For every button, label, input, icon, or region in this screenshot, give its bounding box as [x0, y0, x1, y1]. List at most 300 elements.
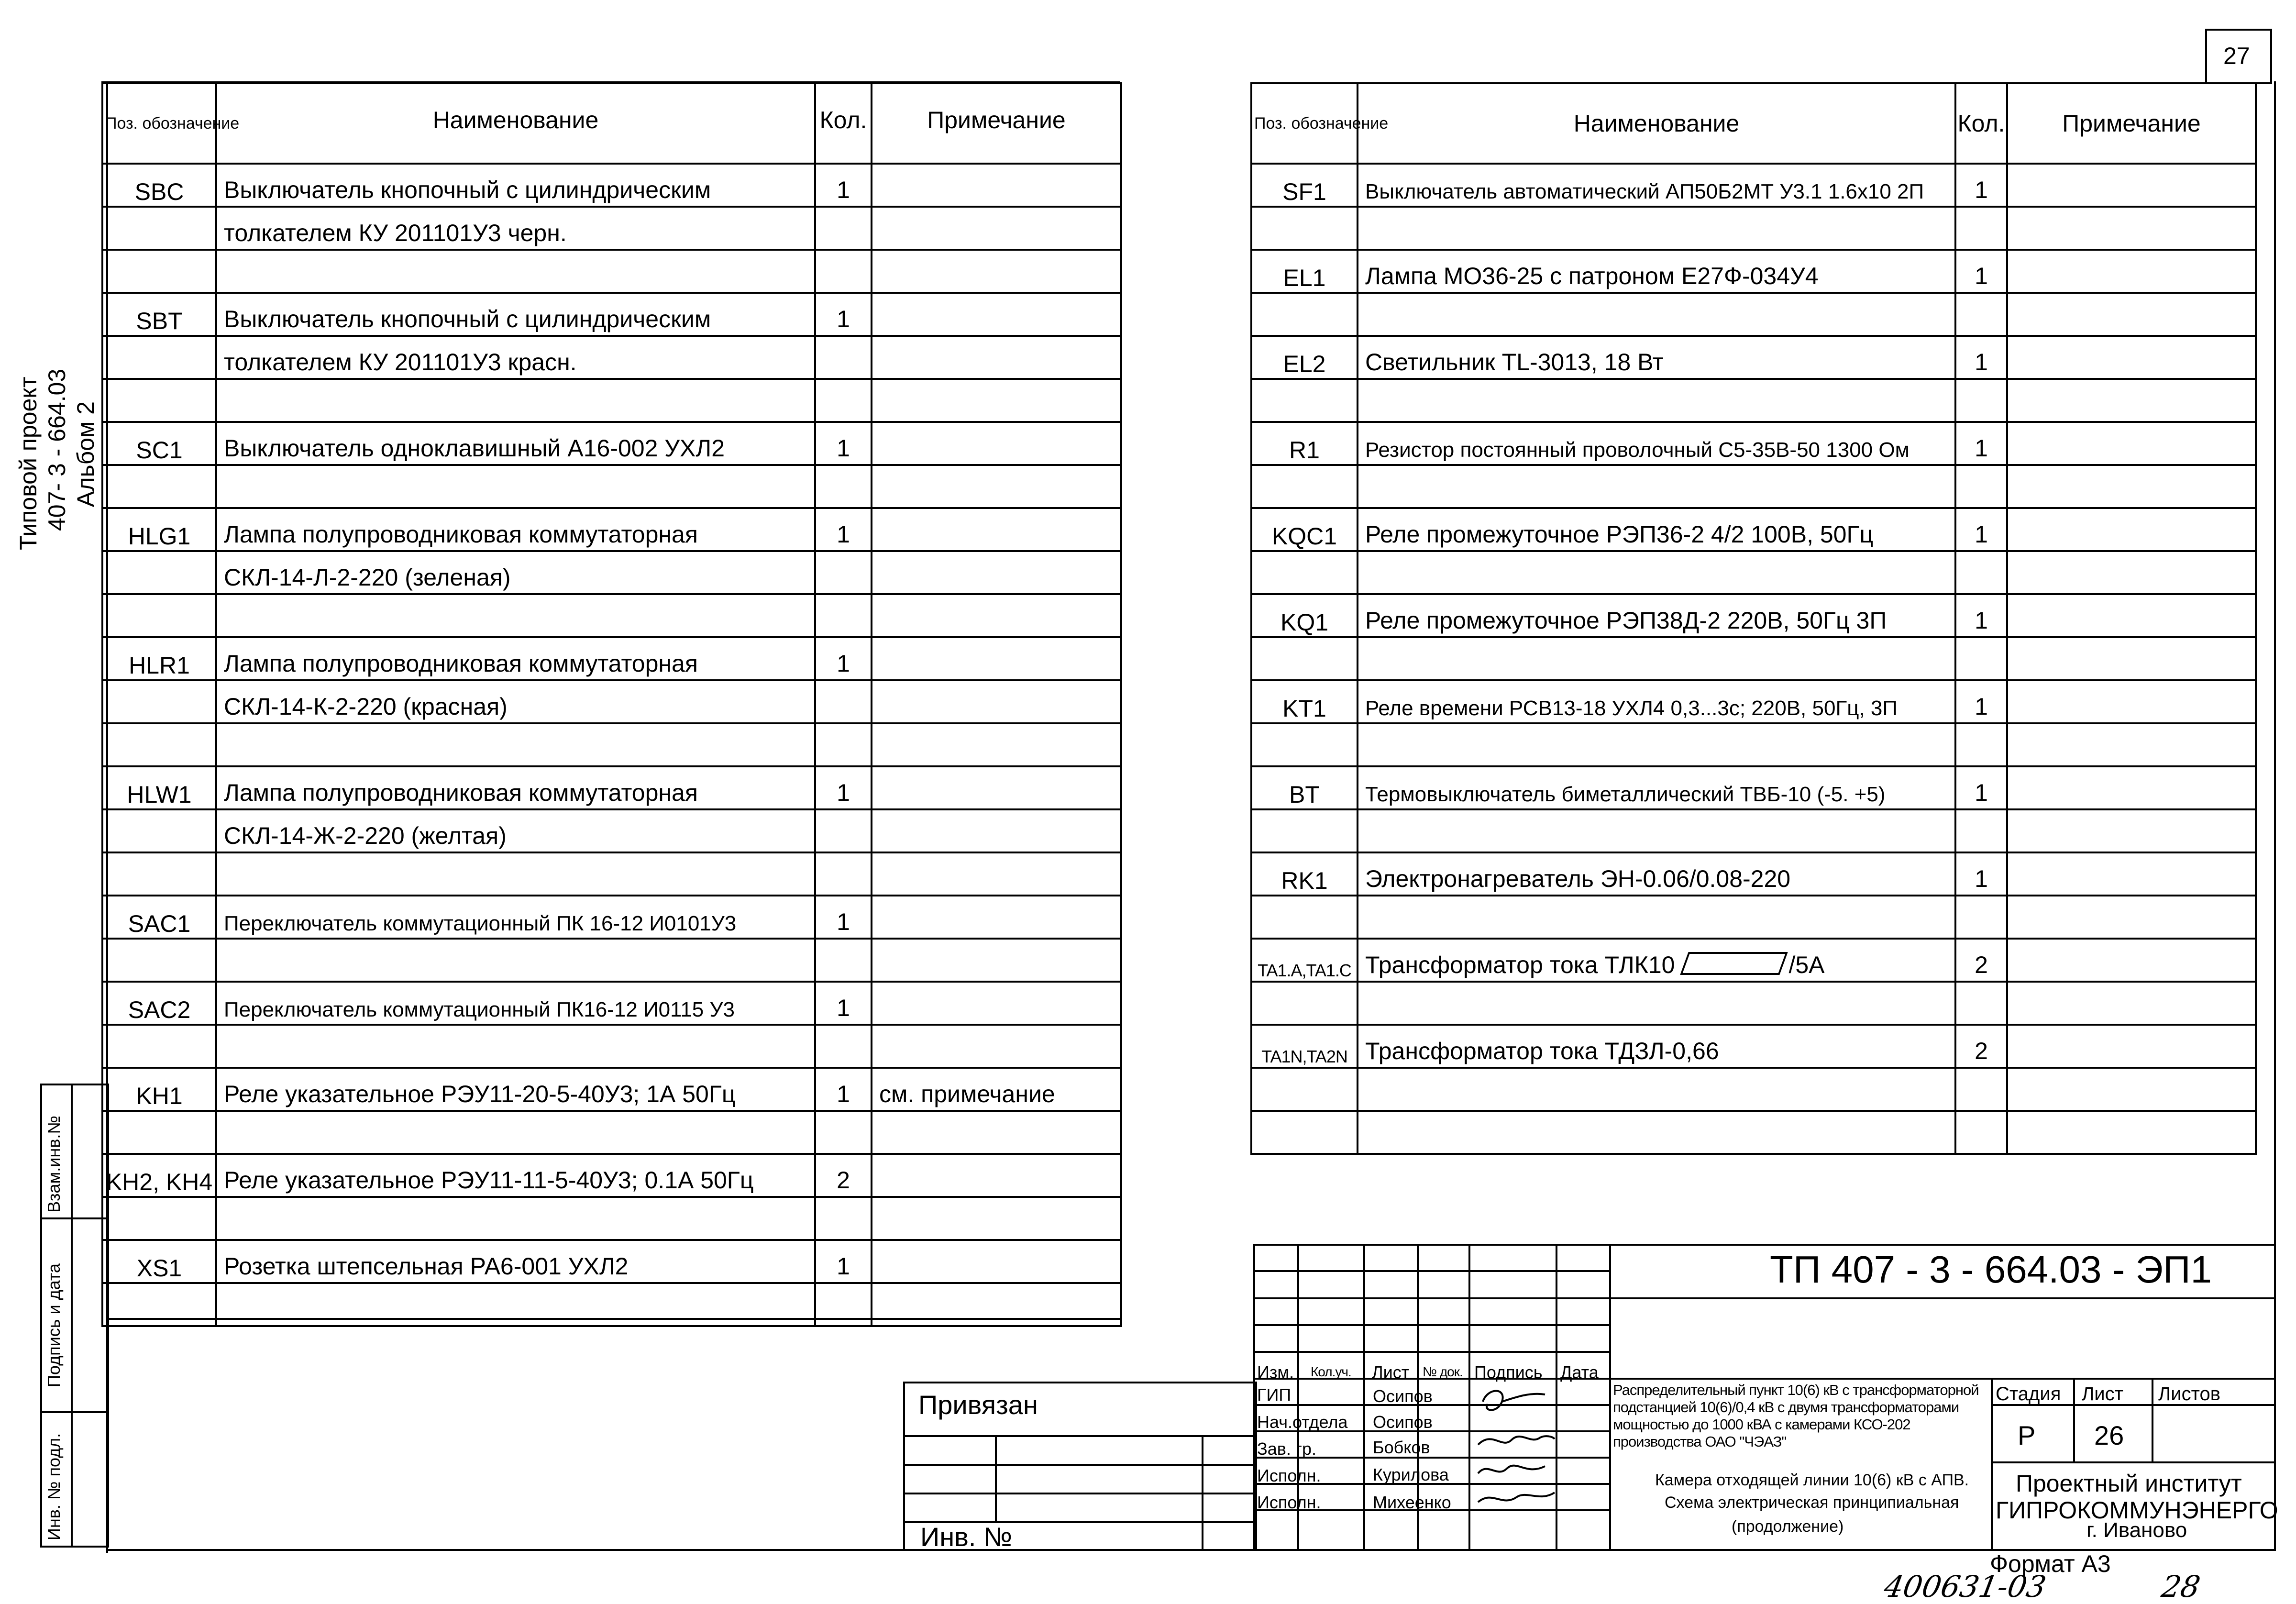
side-label-line3: Альбом 2 [72, 401, 99, 507]
sheet-desc-2: Схема электрическая принципиальная [1665, 1493, 1959, 1512]
right-row [1251, 637, 2256, 680]
left-cell-name [216, 637, 815, 680]
left-cell-name [216, 1240, 815, 1283]
right-cell-note [2007, 723, 2256, 766]
right-cell-pos: KT1 [1251, 680, 1358, 723]
left-cell-qty: 1 [815, 982, 872, 1025]
right-item-name: Электронагреватель ЭН-0.06/0.08-220 [1365, 865, 1791, 892]
right-cell-note [2007, 766, 2256, 809]
right-cell-name [1358, 723, 1955, 766]
right-cell-qty [1955, 723, 2007, 766]
left-cell-note [872, 809, 1121, 852]
tb-h-list: Лист [1372, 1362, 1410, 1382]
right-item-name: Выключатель автоматический АП50Б2МТ У3.1 1.6х10 2П [1365, 180, 1924, 203]
left-item-name: СКЛ-14-Ж-2-220 (желтая) [224, 822, 507, 849]
right-cell-qty: 1 [1955, 336, 2007, 379]
left-cell-pos: HLG1 [102, 508, 216, 551]
right-cell-pos: EL2 [1251, 336, 1358, 379]
right-cell-pos [1251, 293, 1358, 336]
right-item-name: Реле промежуточное РЭП38Д-2 220В, 50Гц 3П [1365, 607, 1887, 634]
stage-value: Р [2018, 1420, 2036, 1450]
left-cell-name [216, 207, 815, 250]
right-cell-name [1358, 982, 1955, 1025]
tb-role-1: Нач.отдела [1257, 1412, 1348, 1432]
right-row [1251, 336, 2256, 379]
right-cell-note [2007, 465, 2256, 508]
right-cell-pos [1251, 207, 1358, 250]
privyazan-col-2 [1202, 1435, 1203, 1551]
left-table-bottom-rule [106, 1318, 1120, 1320]
right-cell-qty [1955, 465, 2007, 508]
stage-label: Стадия [1996, 1383, 2061, 1405]
right-cell-name [1358, 551, 1955, 594]
right-item-name: Реле промежуточное РЭП36-2 4/2 100В, 50Гц [1365, 521, 1874, 548]
left-cell-pos [102, 680, 216, 723]
right-item-name: Светильник TL-3013, 18 Вт [1365, 349, 1664, 376]
right-cell-name [1358, 465, 1955, 508]
right-cell-pos: TA1.A,TA1.C [1251, 939, 1358, 982]
right-cell-name [1358, 1068, 1955, 1111]
left-cell-name [216, 465, 815, 508]
left-cell-pos [102, 1111, 216, 1154]
right-cell-name [1358, 766, 1955, 809]
org-line1: Проектный институт [2016, 1470, 2242, 1497]
left-cell-qty: 1 [815, 422, 872, 465]
right-cell-name [1358, 1025, 1955, 1068]
left-item-name: Переключатель коммутационный ПК 16-12 И0101У3 [224, 912, 737, 935]
tb-name-0: Осипов [1373, 1386, 1433, 1406]
sheet-number: 27 [2223, 43, 2250, 69]
left-cell-pos [102, 336, 216, 379]
sheet-value: 26 [2094, 1420, 2124, 1450]
left-cell-pos [102, 594, 216, 637]
right-cell-pos: EL1 [1251, 250, 1358, 293]
left-cell-qty: 1 [815, 293, 872, 336]
left-cell-name [216, 1111, 815, 1154]
right-cell-note [2007, 336, 2256, 379]
right-cell-name [1358, 896, 1955, 939]
left-cell-note [872, 1240, 1121, 1283]
right-cell-name [1358, 939, 1955, 982]
left-cell-pos [102, 939, 216, 982]
right-cell-name [1358, 1111, 1955, 1154]
left-cell-note [872, 852, 1121, 896]
left-cell-name [216, 1068, 815, 1111]
left-row [102, 250, 1121, 293]
left-cell-pos [102, 207, 216, 250]
left-item-name: Выключатель кнопочный с цилиндрическим [224, 177, 711, 203]
strip-podpis: Подпись и дата [44, 1263, 64, 1387]
left-cell-name [216, 1154, 815, 1197]
right-cell-qty: 1 [1955, 680, 2007, 723]
org-line3: г. Иваново [2086, 1518, 2187, 1542]
left-row [102, 336, 1121, 379]
left-cell-note [872, 379, 1121, 422]
left-item-name: Выключатель одноклавишный А16-002 УХЛ2 [224, 435, 725, 462]
left-cell-note [872, 1025, 1121, 1068]
left-row [102, 680, 1121, 723]
tb-rule-code2 [1609, 1378, 2276, 1380]
left-cell-note [872, 766, 1121, 809]
right-cell-pos [1251, 982, 1358, 1025]
sheet-desc-1: Камера отходящей линии 10(6) кВ с АПВ. [1655, 1471, 1969, 1489]
org-line2: ГИПРОКОММУНЭНЕРГО [1996, 1497, 2278, 1524]
right-cell-name [1358, 508, 1955, 551]
right-item-name: Резистор постоянный проволочный С5-35В-50 1300 Ом [1365, 438, 1910, 462]
left-cell-note [872, 508, 1121, 551]
left-cell-note [872, 1154, 1121, 1197]
right-cell-qty: 2 [1955, 1025, 2007, 1068]
left-cell-note [872, 164, 1121, 207]
inv-no-label: Инв. № [920, 1522, 1013, 1552]
right-row [1251, 207, 2256, 250]
right-cell-pos [1251, 465, 1358, 508]
right-row [1251, 293, 2256, 336]
tb-h-podpis: Подпись [1474, 1362, 1543, 1382]
left-item-name: Лампа полупроводниковая коммутаторная [224, 650, 698, 677]
left-cell-name [216, 508, 815, 551]
right-item-name: Трансформатор тока ТДЗЛ-0,66 [1365, 1038, 1719, 1064]
tb-role-4: Исполн. [1257, 1493, 1321, 1512]
tb-name-1: Осипов [1373, 1412, 1433, 1432]
left-item-name: СКЛ-14-К-2-220 (красная) [224, 693, 508, 720]
left-item-name: Розетка штепсельная РА6-001 УХЛ2 [224, 1253, 629, 1280]
left-cell-note [872, 207, 1121, 250]
left-cell-pos [102, 551, 216, 594]
right-cell-pos: RK1 [1251, 852, 1358, 896]
left-cell-name [216, 551, 815, 594]
right-cell-pos: TA1N,TA2N [1251, 1025, 1358, 1068]
right-cell-name [1358, 293, 1955, 336]
right-cell-pos: SF1 [1251, 164, 1358, 207]
right-cell-name [1358, 250, 1955, 293]
right-cell-qty: 1 [1955, 766, 2007, 809]
left-row [102, 164, 1121, 207]
sheet-label: Лист [2082, 1383, 2123, 1405]
left-cell-qty: 1 [815, 766, 872, 809]
left-item-name: Лампа полупроводниковая коммутаторная [224, 779, 698, 806]
right-cell-name [1358, 336, 1955, 379]
right-cell-pos [1251, 551, 1358, 594]
left-cell-note [872, 551, 1121, 594]
right-cell-qty: 1 [1955, 852, 2007, 896]
right-cell-note [2007, 551, 2256, 594]
tb-name-4: Михеенко [1373, 1493, 1451, 1512]
left-cell-name [216, 250, 815, 293]
left-row [102, 207, 1121, 250]
right-cell-note [2007, 852, 2256, 896]
tb-stage-v1 [2073, 1378, 2075, 1461]
right-header-pos: Поз. обозначение [1251, 83, 1358, 164]
right-cell-qty [1955, 896, 2007, 939]
right-cell-name [1358, 164, 1955, 207]
right-cell-name [1358, 809, 1955, 852]
left-cell-qty [815, 465, 872, 508]
left-cell-qty [815, 207, 872, 250]
right-cell-name [1358, 637, 1955, 680]
left-cell-qty: 1 [815, 1240, 872, 1283]
right-cell-qty [1955, 1111, 2007, 1154]
left-header-name: Наименование [216, 83, 815, 164]
left-cell-pos: HLR1 [102, 637, 216, 680]
signature-scribbles [1473, 1383, 1559, 1526]
left-cell-pos [102, 723, 216, 766]
right-cell-name [1358, 852, 1955, 896]
tb-h-ndok: № док. [1423, 1364, 1463, 1379]
left-cell-qty: 1 [815, 896, 872, 939]
tb-role-3: Исполн. [1257, 1466, 1321, 1485]
left-cell-pos: SAC1 [102, 896, 216, 939]
right-cell-note [2007, 809, 2256, 852]
right-cell-qty [1955, 551, 2007, 594]
left-cell-name [216, 939, 815, 982]
left-cell-note [872, 680, 1121, 723]
left-cell-note [872, 982, 1121, 1025]
right-cell-qty [1955, 982, 2007, 1025]
left-cell-pos: SAC2 [102, 982, 216, 1025]
left-cell-note [872, 896, 1121, 939]
right-row [1251, 1111, 2256, 1154]
left-row [102, 379, 1121, 422]
strip-vzam: Взам.инв.№ [44, 1115, 64, 1213]
left-cell-pos: XS1 [102, 1240, 216, 1283]
left-cell-note [872, 1197, 1121, 1240]
left-cell-note [872, 422, 1121, 465]
right-cell-note [2007, 250, 2256, 293]
format-label: Формат А3 [1990, 1550, 2111, 1577]
tb-h-kolch: Кол.уч. [1311, 1364, 1351, 1379]
left-cell-qty [815, 939, 872, 982]
side-label-line2: 407- 3 - 664.03 [44, 368, 70, 531]
right-cell-pos [1251, 809, 1358, 852]
tb-col-2 [1363, 1244, 1365, 1551]
left-item-name: толкателем КУ 201101У3 красн. [224, 349, 577, 376]
right-cell-pos [1251, 1068, 1358, 1111]
left-cell-pos: KH2, KH4 [102, 1154, 216, 1197]
right-cell-pos: KQ1 [1251, 594, 1358, 637]
right-cell-name [1358, 379, 1955, 422]
right-cell-qty: 1 [1955, 594, 2007, 637]
left-item-name: Выключатель кнопочный с цилиндрическим [224, 306, 711, 332]
right-row [1251, 896, 2256, 939]
left-cell-name [216, 896, 815, 939]
left-strip-row1 [40, 1217, 109, 1219]
left-row [102, 465, 1121, 508]
left-header-note: Примечание [872, 83, 1121, 164]
left-row [102, 1154, 1121, 1197]
left-cell-name [216, 164, 815, 207]
left-cell-name [216, 1025, 815, 1068]
right-cell-note [2007, 1111, 2256, 1154]
left-row [102, 1197, 1121, 1240]
left-cell-name [216, 336, 815, 379]
right-cell-pos [1251, 896, 1358, 939]
left-cell-name [216, 852, 815, 896]
right-cell-note [2007, 379, 2256, 422]
side-label-line1: Типовой проект [15, 376, 42, 550]
right-cell-note [2007, 939, 2256, 982]
left-cell-qty [815, 594, 872, 637]
left-cell-qty [815, 551, 872, 594]
left-cell-pos: KH1 [102, 1068, 216, 1111]
left-cell-pos [102, 1197, 216, 1240]
left-cell-qty [815, 680, 872, 723]
tb-role-2: Зав. гр. [1257, 1439, 1317, 1459]
right-row [1251, 508, 2256, 551]
privyazan-rule-3 [903, 1493, 1257, 1494]
tb-name-3: Курилова [1373, 1465, 1449, 1484]
left-cell-name [216, 723, 815, 766]
right-item-name: Лампа МО36-25 с патроном Е27Ф-034У4 [1365, 263, 1819, 289]
tb-stage-rule2 [1991, 1461, 2276, 1463]
right-cell-pos [1251, 1111, 1358, 1154]
left-cell-pos [102, 250, 216, 293]
right-row [1251, 982, 2256, 1025]
left-row [102, 809, 1121, 852]
right-row [1251, 680, 2256, 723]
left-cell-note [872, 594, 1121, 637]
right-item-name: Реле времени РСВ13-18 УХЛ4 0,3...3с; 220В, 50Гц, 3П [1365, 697, 1898, 720]
left-cell-pos: SC1 [102, 422, 216, 465]
left-cell-note [872, 1111, 1121, 1154]
right-cell-note [2007, 508, 2256, 551]
right-row [1251, 594, 2256, 637]
right-cell-qty [1955, 379, 2007, 422]
right-cell-pos: R1 [1251, 422, 1358, 465]
privyazan-col-1 [995, 1435, 997, 1521]
tb-stage-v2 [2152, 1378, 2153, 1461]
right-cell-note [2007, 1025, 2256, 1068]
left-item-name: Переключатель коммутационный ПК16-12 И0115 У3 [224, 998, 735, 1021]
left-cell-note [872, 637, 1121, 680]
left-cell-pos [102, 379, 216, 422]
left-row [102, 637, 1121, 680]
left-cell-note [872, 336, 1121, 379]
right-row [1251, 723, 2256, 766]
left-cell-qty [815, 809, 872, 852]
left-row [102, 1025, 1121, 1068]
project-desc: Распределительный пункт 10(6) кВ с трансформаторной подстанцией 10(6)/0,4 кВ с двумя трансформаторами мощностью до 1000 кВА с камерами КСО-202 производства ОАО "ЧЭАЗ" [1613, 1382, 1979, 1450]
right-row [1251, 852, 2256, 896]
privyazan-rule-2 [903, 1464, 1257, 1466]
right-row [1251, 465, 2256, 508]
left-row [102, 852, 1121, 896]
right-row [1251, 551, 2256, 594]
left-row [102, 422, 1121, 465]
left-row [102, 293, 1121, 336]
right-row [1251, 250, 2256, 293]
right-cell-pos: KQC1 [1251, 508, 1358, 551]
left-cell-qty [815, 1111, 872, 1154]
left-cell-qty [815, 1025, 872, 1068]
left-row [102, 723, 1121, 766]
left-cell-name [216, 422, 815, 465]
left-cell-name [216, 293, 815, 336]
right-row [1251, 809, 2256, 852]
right-cell-note [2007, 422, 2256, 465]
right-cell-pos [1251, 379, 1358, 422]
handwritten-number: 400631-03 [1881, 1569, 2049, 1604]
left-strip-divider [71, 1084, 73, 1548]
right-row [1251, 1025, 2256, 1068]
left-cell-qty [815, 1197, 872, 1240]
left-cell-name [216, 1197, 815, 1240]
sheet-desc-3: (продолжение) [1732, 1517, 1844, 1536]
left-cell-pos [102, 465, 216, 508]
right-cell-qty: 2 [1955, 939, 2007, 982]
left-cell-note [872, 723, 1121, 766]
left-cell-qty [815, 723, 872, 766]
left-cell-name [216, 766, 815, 809]
left-cell-qty: 1 [815, 637, 872, 680]
right-item-name: Термовыключатель биметаллический ТВБ-10 (-5. +5) [1365, 783, 1886, 806]
left-cell-name [216, 680, 815, 723]
left-cell-pos: HLW1 [102, 766, 216, 809]
right-header-qty: Кол. [1955, 83, 2007, 164]
left-cell-qty: 2 [815, 1154, 872, 1197]
left-cell-pos: SBT [102, 293, 216, 336]
right-cell-qty [1955, 637, 2007, 680]
left-cell-name [216, 594, 815, 637]
doc-code: ТП 407 - 3 - 664.03 - ЭП1 [1770, 1248, 2212, 1291]
left-cell-note [872, 293, 1121, 336]
sheets-label: Листов [2158, 1383, 2220, 1405]
left-cell-qty [815, 336, 872, 379]
right-cell-qty: 1 [1955, 508, 2007, 551]
tb-rule-code [1609, 1297, 2276, 1299]
left-header-pos: Поз. обозначение [102, 83, 216, 164]
right-cell-note [2007, 164, 2256, 207]
right-spec-table [1250, 82, 2257, 1155]
right-cell-note [2007, 637, 2256, 680]
tb-h-data: Дата [1560, 1362, 1599, 1382]
left-row [102, 939, 1121, 982]
left-spec-table [101, 82, 1122, 1327]
strip-inv: Инв. № подл. [44, 1433, 64, 1540]
tb-vsep-main [1609, 1244, 1611, 1551]
tb-h-izm: Изм. [1257, 1362, 1294, 1382]
left-item-name: Лампа полупроводниковая коммутаторная [224, 521, 698, 548]
left-cell-pos: SBC [102, 164, 216, 207]
right-cell-pos: BT [1251, 766, 1358, 809]
right-row [1251, 422, 2256, 465]
left-cell-qty: 1 [815, 508, 872, 551]
right-cell-note [2007, 594, 2256, 637]
right-cell-qty: 1 [1955, 422, 2007, 465]
right-cell-name [1358, 594, 1955, 637]
left-cell-pos [102, 809, 216, 852]
left-row [102, 1111, 1121, 1154]
left-row [102, 1068, 1121, 1111]
left-cell-qty [815, 250, 872, 293]
left-cell-qty: 1 [815, 164, 872, 207]
left-cell-note [872, 465, 1121, 508]
right-cell-name [1358, 422, 1955, 465]
tb-role-0: ГИП [1257, 1385, 1292, 1405]
right-cell-note [2007, 982, 2256, 1025]
right-item-name: Трансформатор тока ТЛК10 [1365, 951, 1675, 978]
left-row [102, 508, 1121, 551]
right-row [1251, 766, 2256, 809]
left-item-name: Реле указательное РЭУ11-11-5-40У3; 0.1А 50Гц [224, 1167, 754, 1194]
left-cell-name [216, 809, 815, 852]
right-cell-note [2007, 293, 2256, 336]
left-row [102, 982, 1121, 1025]
right-cell-qty [1955, 293, 2007, 336]
left-header-qty: Кол. [815, 83, 872, 164]
right-row [1251, 379, 2256, 422]
right-cell-note [2007, 680, 2256, 723]
